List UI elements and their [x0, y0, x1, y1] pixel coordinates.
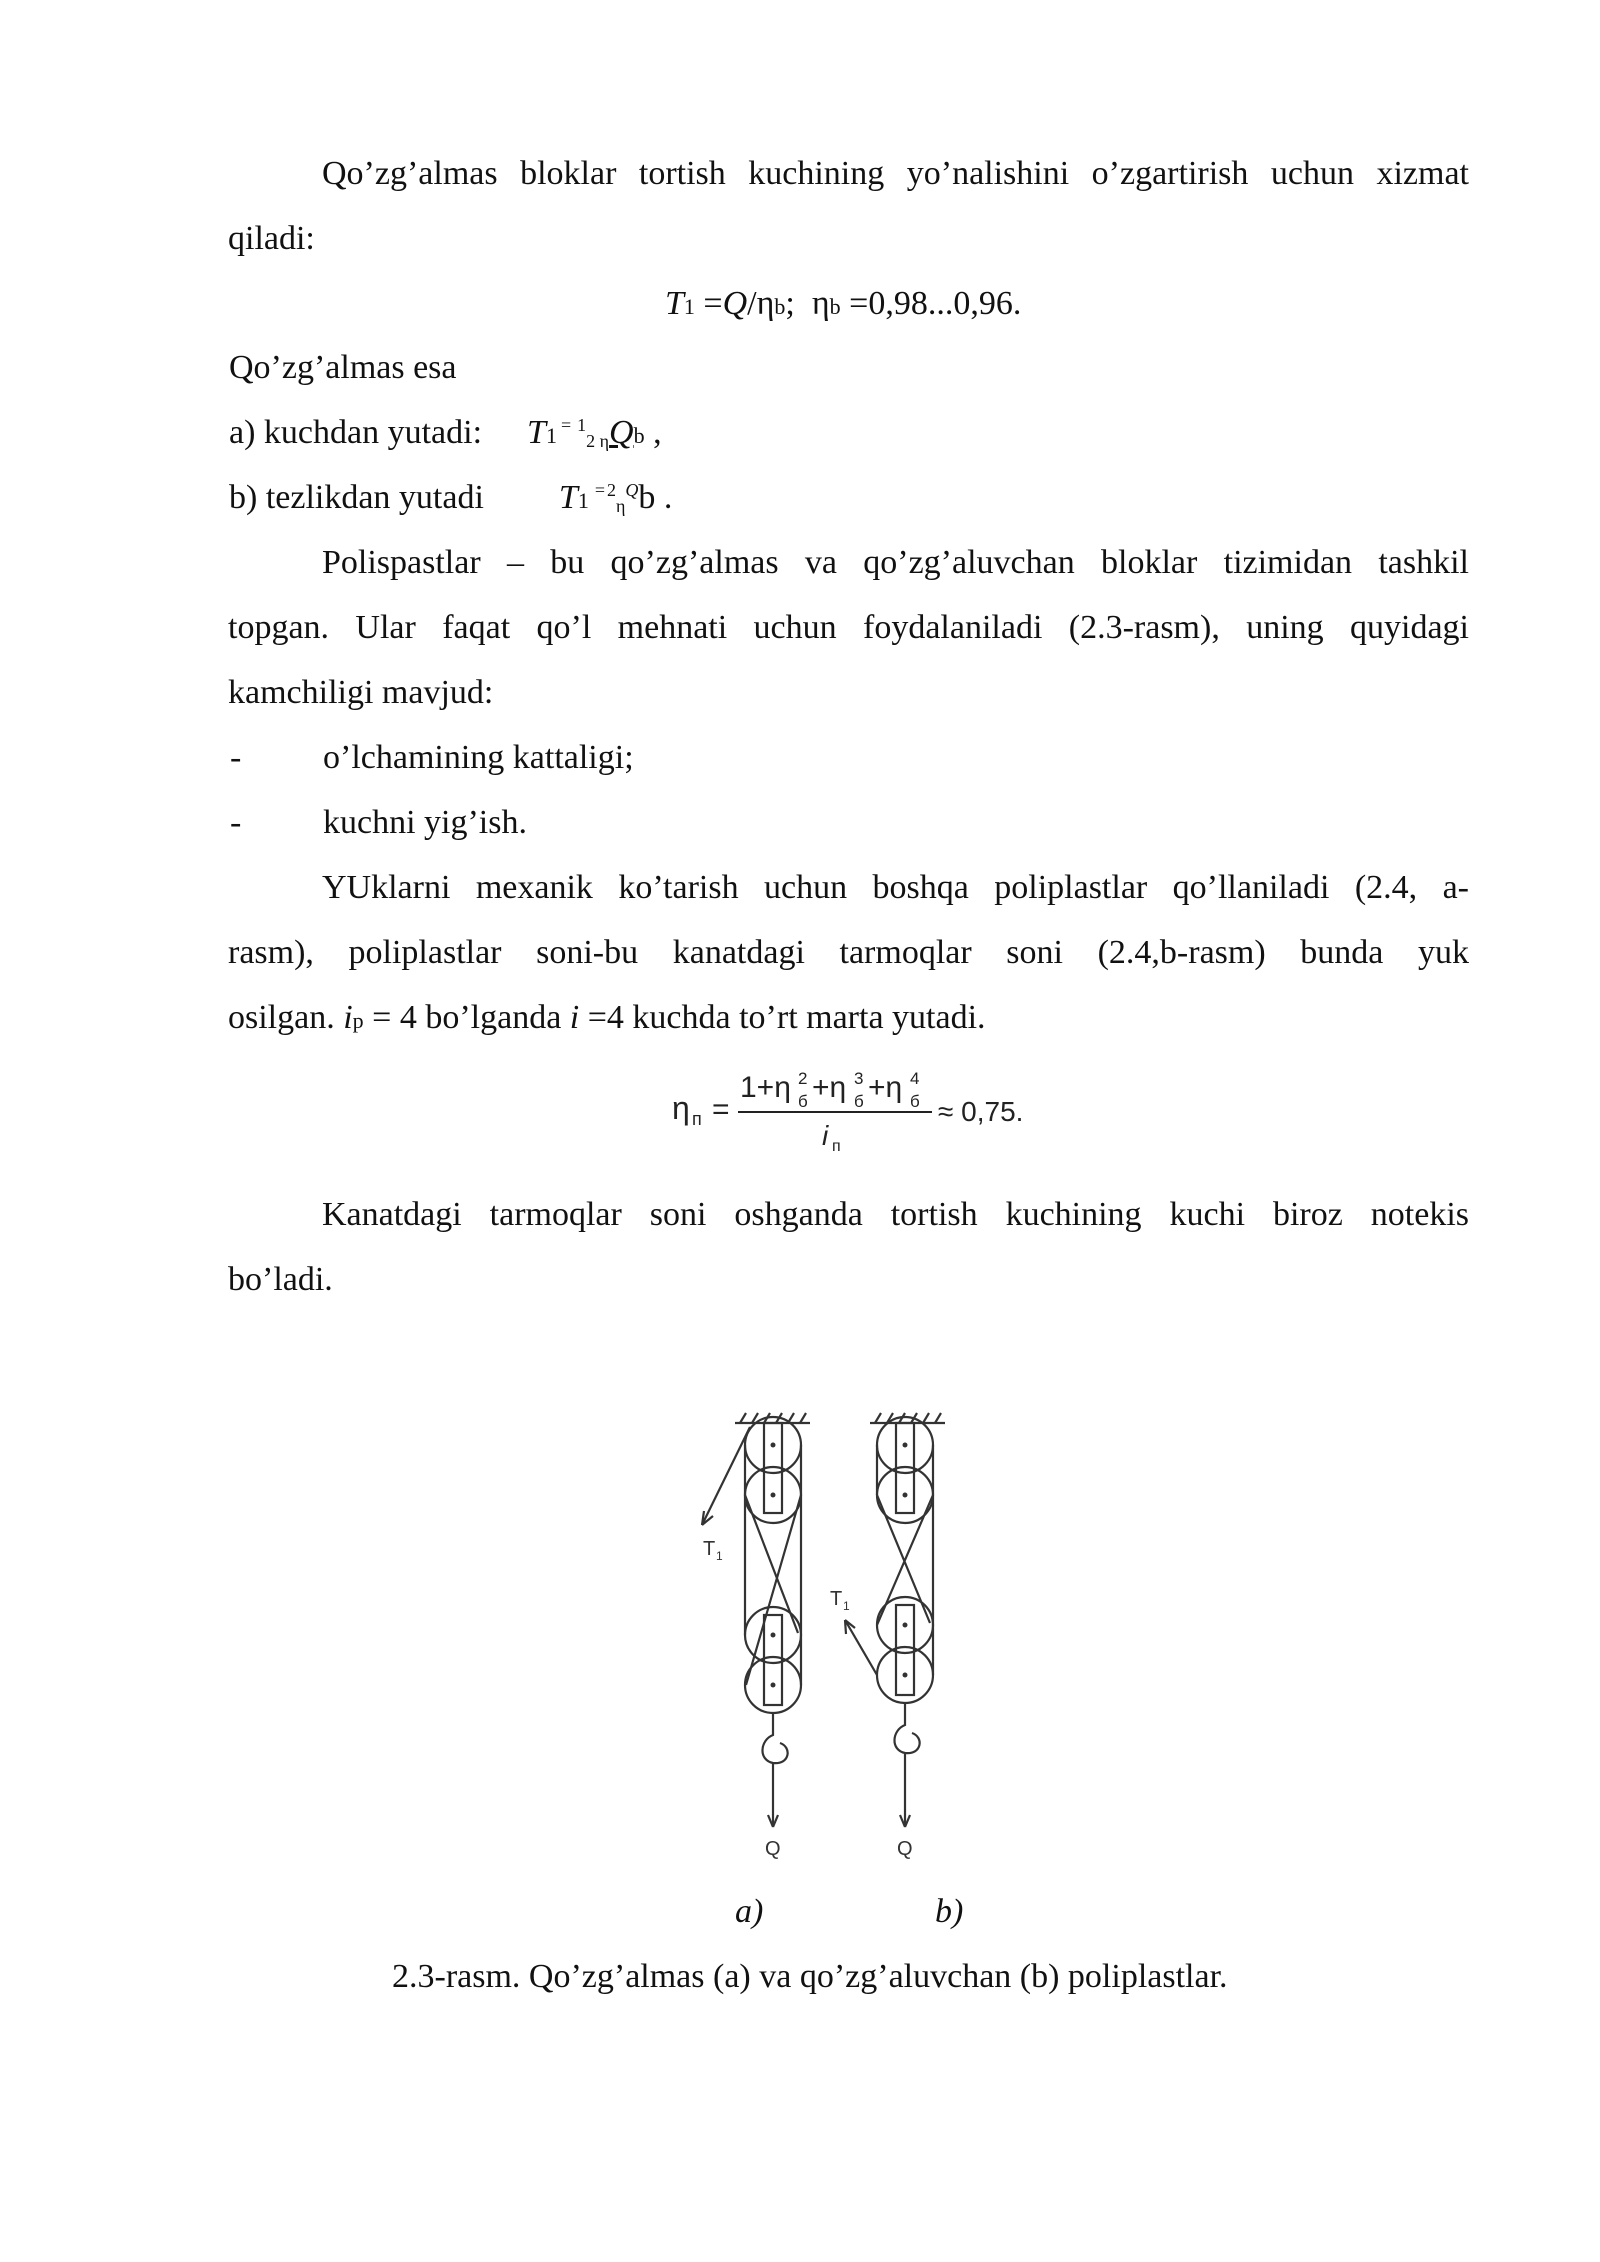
item-b-T: T	[558, 479, 578, 516]
f2-num1: 1+η	[740, 1071, 791, 1104]
paragraph3-line3	[228, 998, 986, 1041]
item-a-label: a) kuchdan yutadi:	[229, 414, 483, 451]
ropes-b	[877, 1445, 933, 1675]
item-a-mid: 2 η	[586, 431, 610, 451]
formula1-T: T	[665, 285, 684, 322]
item-a-Q-sub: b	[633, 423, 645, 448]
f2-sub-b3: б	[910, 1092, 920, 1111]
axle-a3	[771, 1633, 776, 1638]
figure-caption: 2.3-rasm. Qo’zg’almas (a) va qo’zg’aluvchan (b) poliplastlar.	[392, 1958, 1228, 1995]
item-a-tail: ,	[644, 414, 662, 451]
axle-b4	[903, 1673, 908, 1678]
f2-plus1: +η	[812, 1071, 847, 1104]
lower-frame-b	[896, 1605, 914, 1695]
axle-b2	[903, 1493, 908, 1498]
p3-post: =4 kuchda to’rt marta yutadi.	[579, 999, 986, 1036]
f2-lhs: η	[672, 1090, 690, 1126]
item-a-T: T	[527, 414, 546, 451]
lower-frame-a	[764, 1615, 782, 1705]
label-T1-b: T	[830, 1588, 843, 1610]
bullet-dash-2: -	[230, 804, 242, 841]
pull-rope-b	[845, 1620, 877, 1675]
formula-efficiency	[665, 284, 1021, 327]
p3-pre: osilgan.	[228, 999, 344, 1036]
paragraph4-line1: Kanatdagi tarmoqlar soni oshganda tortish kuchining kuchi biroz notekis	[322, 1196, 1469, 1233]
f2-approx: ≈ 0,75.	[938, 1096, 1024, 1127]
formula1-eta-sub: b	[774, 294, 786, 319]
figure-sublabel-a: a)	[735, 1893, 764, 1930]
item-a-Q: Q	[609, 414, 634, 451]
label-T1-a-sub: 1	[716, 1549, 723, 1563]
axle-a1	[771, 1443, 776, 1448]
paragraph3-line1: YUklarni mexanik ko’tarish uchun boshqa poliplastlar qo’llaniladi (2.4, a-	[322, 869, 1469, 906]
item-a-T-sub: 1	[545, 423, 557, 448]
figure-sublabel-b: b)	[935, 1893, 964, 1930]
paragraph3-line2: rasm), poliplastlar soni-bu kanatdagi tarmoqlar soni (2.4,b-rasm) bunda yuk	[228, 934, 1469, 971]
formula1-T-sub: 1	[683, 294, 695, 319]
f2-sub-b1: б	[798, 1092, 808, 1111]
formula1-sep: ; η	[785, 285, 830, 322]
p3-i2: i	[569, 999, 580, 1036]
f2-den: i	[822, 1120, 829, 1151]
paragraph2-line3: kamchiligi mavjud:	[228, 674, 494, 711]
item-b-eq: =	[594, 480, 605, 500]
f2-den-sub: п	[832, 1138, 841, 1155]
item-a-num: 1	[577, 415, 587, 435]
p3-isub: p	[352, 1008, 364, 1033]
pulley-figure	[680, 1395, 1000, 1865]
label-Q-a: Q	[765, 1838, 781, 1860]
axle-b1	[903, 1443, 908, 1448]
item-b-Q: Q	[625, 480, 639, 500]
qozgalmas-line: Qo’zg’almas esa	[229, 349, 457, 386]
label-T1-a: T	[703, 1538, 716, 1560]
axle-a2	[771, 1493, 776, 1498]
formula1-eq: =	[694, 285, 723, 322]
item-b-tail: b .	[638, 479, 673, 516]
f2-sup3: 3	[854, 1069, 864, 1088]
axle-a4	[771, 1683, 776, 1688]
bullet-dash-1: -	[230, 739, 242, 776]
paragraph1-line2: qiladi:	[228, 220, 315, 257]
formula1-value: =0,98...0,96.	[840, 285, 1022, 322]
formula1-Q: Q	[722, 285, 748, 322]
pull-rope-a	[702, 1427, 750, 1525]
item-b-T-sub: 1	[577, 488, 589, 513]
f2-sup2: 2	[798, 1069, 808, 1088]
f2-lhs-sub: п	[692, 1109, 702, 1129]
bullet-text-2: kuchni yig’ish.	[323, 804, 527, 841]
p3-mid: = 4 bo’lganda	[363, 999, 570, 1036]
hook-a	[762, 1713, 787, 1763]
item-b-mid: η	[616, 496, 626, 516]
f2-sup4: 4	[910, 1069, 920, 1088]
f2-eq: =	[712, 1093, 730, 1126]
formula-polyspast-efficiency	[670, 1055, 1070, 1165]
axle-b3	[903, 1623, 908, 1628]
label-Q-b: Q	[897, 1838, 913, 1860]
f2-plus2: +η	[868, 1071, 903, 1104]
formula1-eta2-sub: b	[829, 294, 841, 319]
paragraph2-line1: Polispastlar – bu qo’zg’almas va qo’zg’aluvchan bloklar tizimidan tashkil	[322, 544, 1469, 581]
hook-b	[894, 1703, 919, 1753]
item-b	[229, 478, 672, 522]
f2-sub-b2: б	[854, 1092, 864, 1111]
bullet-text-1: o’lchamining kattaligi;	[323, 739, 634, 776]
p3-i: i	[343, 999, 353, 1036]
label-T1-b-sub: 1	[843, 1599, 850, 1613]
item-b-num: 2	[607, 480, 616, 500]
item-b-label: b) tezlikdan yutadi	[229, 479, 484, 516]
ropes-a	[745, 1445, 801, 1685]
paragraph2-line2: topgan. Ular faqat qo’l mehnati uchun foydalaniladi (2.3-rasm), uning quyidagi	[228, 609, 1469, 646]
paragraph4-line2: bo’ladi.	[228, 1261, 333, 1298]
item-a-eq: =	[560, 415, 572, 435]
item-a	[229, 413, 662, 457]
formula1-slash-eta: /η	[747, 285, 775, 322]
paragraph1-line1: Qo’zg’almas bloklar tortish kuchining yo’nalishini o’zgartirish uchun xizmat	[322, 155, 1469, 192]
